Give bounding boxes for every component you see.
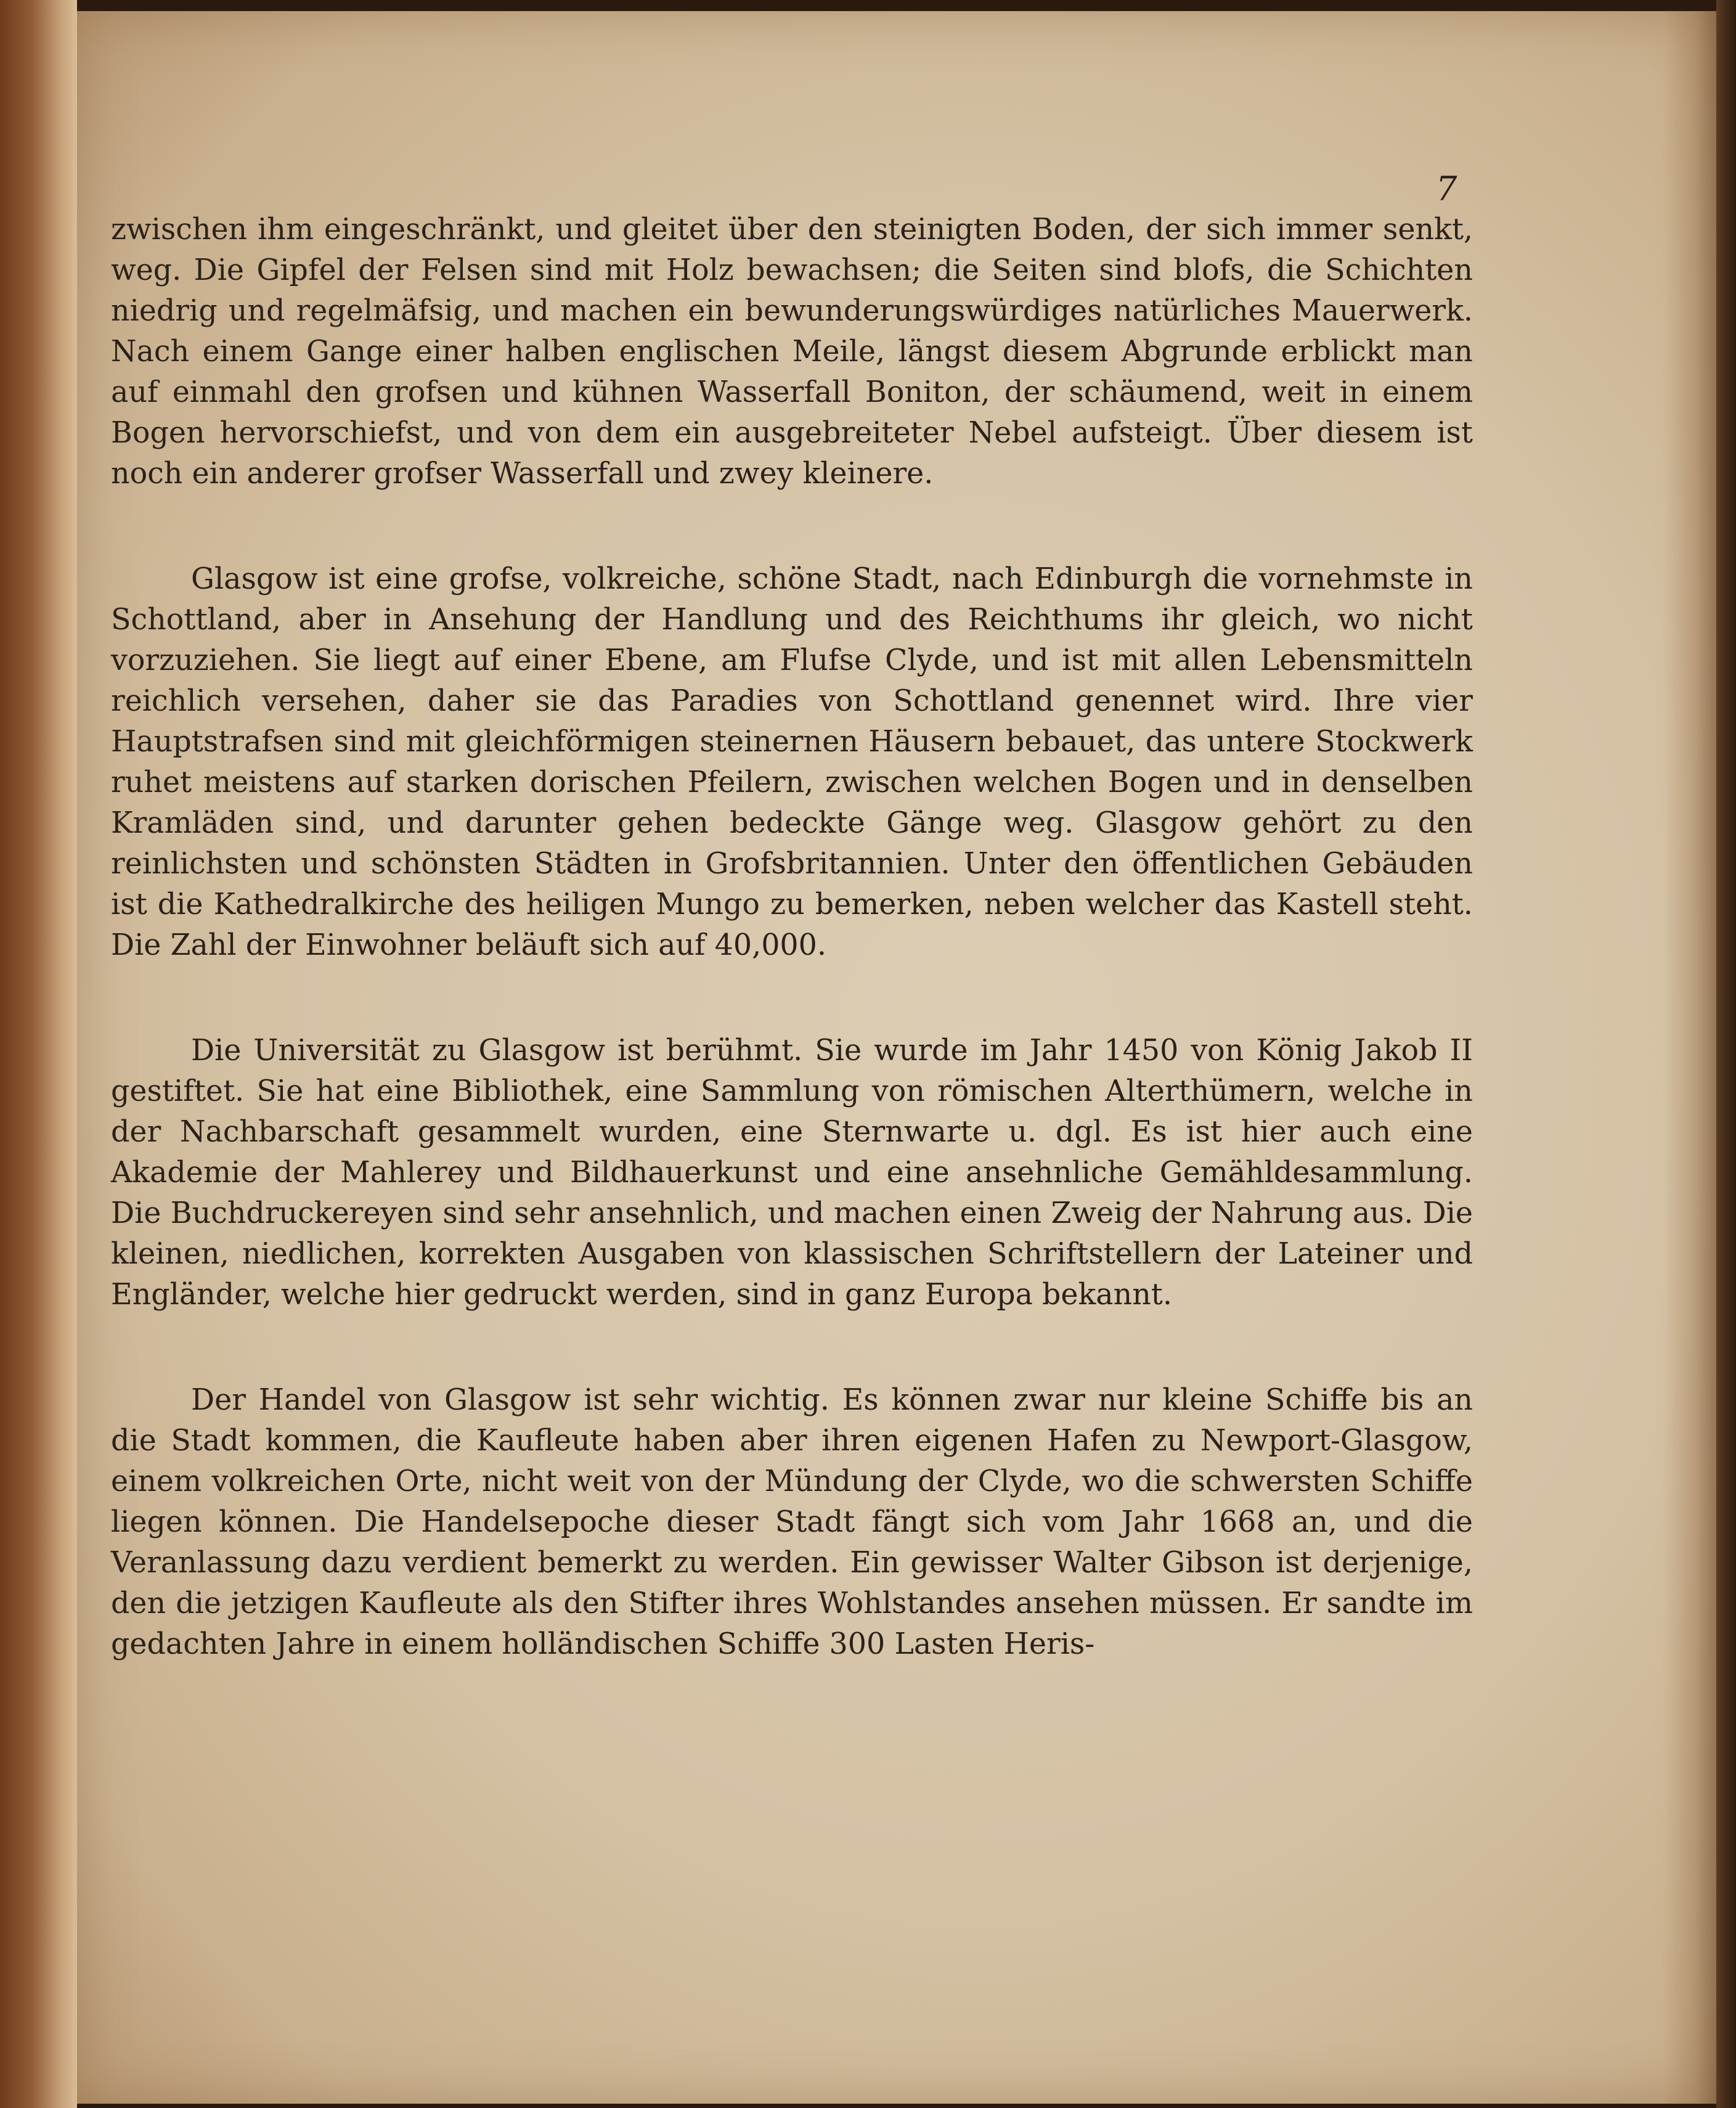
paragraph-4: Der Handel von Glasgow ist sehr wichtig. Es können zwar nur kleine Schiffe bis an die Stadt kommen, die Kaufleute haben aber ihren eigenen Hafen zu Newport-Glasgow, einem volkreichen Orte, nicht weit von der Mündung der Clyde, wo die schwersten Schiffe liegen können. Die Handelsepoche dieser Stadt fängt sich vom Jahr 1668 an, und die Veranlassung dazu verdient bemerkt zu werden. Ein gewisser Walter Gibson ist derjenige, den die jetzigen Kaufleute als den Stifter ihres Wohlstandes ansehen müssen. Er sandte im gedachten Jahre in einem holländischen Schiffe 300 Lasten Heris- <box>111 1383 1473 1661</box>
book-binding-edge <box>0 0 77 2108</box>
paragraph-1: zwischen ihm eingeschränkt, und gleitet über den steinigten Boden, der sich immer senkt, weg. Die Gipfel der Felsen sind mit Holz bewachsen; die Seiten sind blofs, die Schichten niedrig und regelmäfsig, und machen ein bewunderungswürdiges natürliches Mauerwerk. Nach einem Gange einer halben englischen Meile, längst diesem Abgrunde erblickt man auf einmahl den grofsen und kühnen Wasserfall Boniton, der schäumend, weit in einem Bogen hervorschiefst, und von dem ein ausgebreiteter Nebel aufsteigt. Über diesem ist noch ein anderer grofser Wasserfall und zwey kleinere. <box>111 213 1473 491</box>
paragraph-2: Glasgow ist eine grofse, volkreiche, schöne Stadt, nach Edinburgh die vornehmste in Schottland, aber in Ansehung der Handlung und des Reichthums ihr gleich, wo nicht vorzuziehen. Sie liegt auf einer Ebene, am Flufse Clyde, und ist mit allen Lebensmitteln reichlich versehen, daher sie das Paradies von Schottland genennet wird. Ihre vier Hauptstrafsen sind mit gleichförmigen steinernen Häusern bebauet, das untere Stockwerk ruhet meistens auf starken dorischen Pfeilern, zwischen welchen Bogen und in denselben Kramläden sind, und darunter gehen bedeckte Gänge weg. Glasgow gehört zu den reinlichsten und schönsten Städten in Grofsbritannien. Unter den öffentlichen Gebäuden ist die Kathedralkirche des heiligen Mungo zu bemerken, neben welcher das Kastell steht. Die Zahl der Einwohner beläuft sich auf 40,000. <box>111 562 1473 962</box>
paragraph-3: Die Universität zu Glasgow ist berühmt. Sie wurde im Jahr 1450 von König Jakob II gestiftet. Sie hat eine Bibliothek, eine Sammlung von römischen Alterthümern, welche in der Nachbarschaft gesammelt wurden, eine Sternwarte u. dgl. Es ist hier auch eine Akademie der Mahlerey und Bildhauerkunst und eine ansehnliche Gemähldesammlung. Die Buchdruckereyen sind sehr ansehnlich, und machen einen Zweig der Nahrung aus. Die kleinen, niedlichen, korrekten Ausgaben von klassischen Schriftstellern der Lateiner und Engländer, welche hier gedruckt werden, sind in ganz Europa bekannt. <box>111 1034 1473 1312</box>
page-number: 7 <box>1436 170 1457 208</box>
body-text <box>111 210 1473 1665</box>
page-gutter-shadow <box>1664 11 1716 2104</box>
scan-border <box>1716 0 1736 2108</box>
